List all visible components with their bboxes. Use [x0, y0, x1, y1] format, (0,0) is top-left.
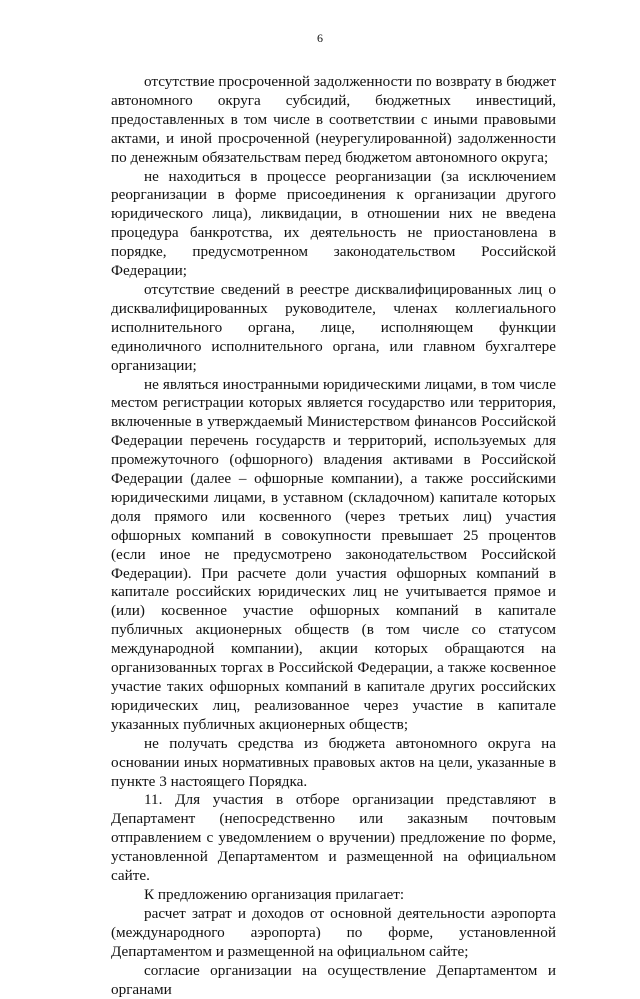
- paragraph: согласие организации на осуществление Департаментом и органами: [111, 961, 556, 998]
- paragraph: не являться иностранными юридическими лицами, в том числе местом регистрации которых является государство или территория, включенные в утверждаемый Министерством финансов Российской Федерации перечень государств и территорий, используемых для промежуточного (офшорного) владения активами в Российской Федерации (далее – офшорные компании), а также российскими юридическими лицами, в уставном (складочном) капитале которых доля прямого или косвенного (через третьих лиц) участия офшорных компаний в совокупности превышает 25 процентов (если иное не предусмотрено законодательством Российской Федерации). При расчете доли участия офшорных компаний в капитале российских юридических лиц не учитывается прямое и (или) косвенное участие офшорных компаний в капитале публичных акционерных обществ (в том числе со статусом международной компании), акции которых обращаются на организованных торгах в Российской Федерации, а также косвенное участие таких офшорных компаний в капитале других российских юридических лиц, реализованное через участие в капитале указанных публичных акционерных обществ;: [111, 375, 556, 733]
- paragraph: отсутствие просроченной задолженности по возврату в бюджет автономного округа субсидий, бюджетных инвестиций, предоставленных в том числе в соответствии с иными правовыми актами, и иной просроченной (неурегулированной) задолженности по денежным обязательствам перед бюджетом автономного округа;: [111, 73, 556, 166]
- paragraph: расчет затрат и доходов от основной деятельности аэропорта (международного аэропорта) по форме, установленной Департаментом и размещенной на официальном сайте;: [111, 904, 556, 960]
- paragraph: не находиться в процессе реорганизации (за исключением реорганизации в форме присоединения к организации другого юридического лица), ликвидации, в отношении них не введена процедура банкротства, их деятельность не приостановлена в порядке, предусмотренном законодательством Российской Федерации;: [111, 167, 556, 280]
- paragraph: 11. Для участия в отборе организации представляют в Департамент (непосредственно или заказным почтовым отправлением с уведомлением о вручении) предложение по форме, установленной Департаментом и размещенной на официальном сайте.: [111, 791, 556, 885]
- paragraph: отсутствие сведений в реестре дисквалифицированных лиц о дисквалифицированных руководителе, членах коллегиального исполнительного органа, лице, исполняющем функции единоличного исполнительного органа, или главном бухгалтере организации;: [111, 280, 556, 374]
- paragraph: К предложению организация прилагает:: [144, 885, 405, 903]
- document-body: [111, 73, 556, 999]
- page-number: 6: [317, 31, 323, 45]
- paragraph: не получать средства из бюджета автономного округа на основании иных нормативных правовых актов на цели, указанные в пункте 3 настоящего Порядка.: [111, 734, 556, 790]
